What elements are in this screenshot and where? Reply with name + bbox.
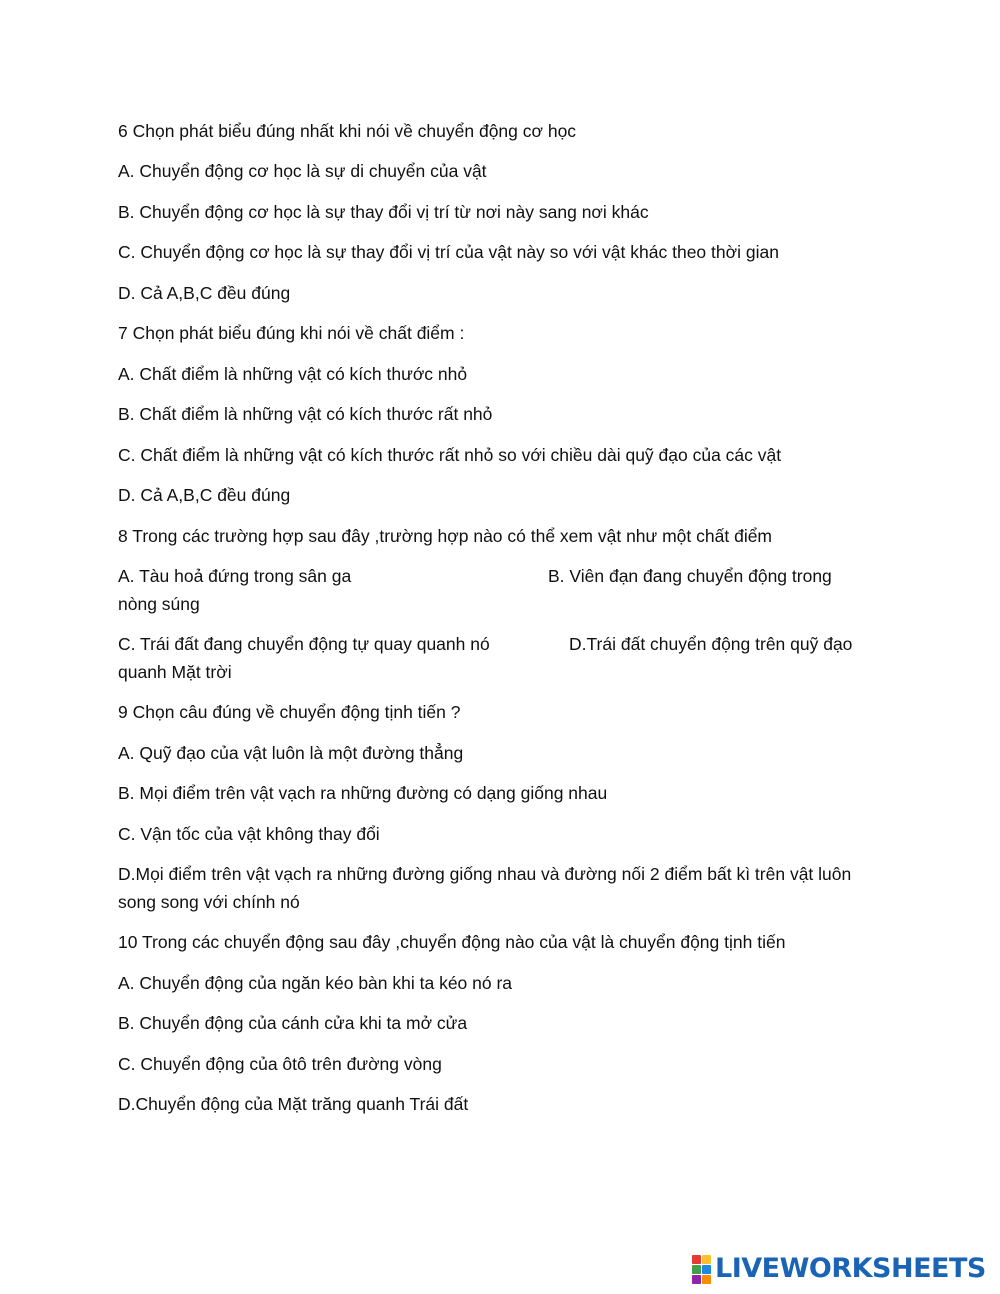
question-8-option-a: A. Tàu hoả đứng trong sân ga	[118, 566, 352, 586]
question-10-option-a: A. Chuyển động của ngăn kéo bàn khi ta kéo nó ra	[118, 973, 513, 993]
question-8-option-b-continued: nòng súng	[118, 594, 200, 614]
logo-block	[702, 1255, 711, 1264]
question-7-option-d: D. Cả A,B,C đều đúng	[118, 485, 291, 505]
question-10-option-b: B. Chuyển động của cánh cửa khi ta mở cửa	[118, 1013, 468, 1033]
question-9-option-d-continued: song song với chính nó	[118, 892, 300, 912]
question-8-option-c: C. Trái đất đang chuyển động tự quay quanh nó	[118, 634, 490, 654]
question-7-option-a: A. Chất điểm là những vật có kích thước nhỏ	[118, 364, 468, 384]
question-9-prompt: 9 Chọn câu đúng về chuyển động tịnh tiến ?	[118, 702, 461, 722]
question-8-option-d-continued: quanh Mặt trời	[118, 662, 232, 682]
question-6-option-b: B. Chuyển động cơ học là sự thay đổi vị trí từ nơi này sang nơi khác	[118, 202, 649, 222]
question-9-option-a: A. Quỹ đạo của vật luôn là một đường thẳng	[118, 743, 464, 763]
liveworksheets-logo-icon	[692, 1255, 711, 1284]
question-10-option-d: D.Chuyển động của Mặt trăng quanh Trái đất	[118, 1094, 469, 1114]
logo-block	[692, 1275, 701, 1284]
logo-block	[702, 1275, 711, 1284]
question-7-option-b: B. Chất điểm là những vật có kích thước rất nhỏ	[118, 404, 493, 424]
question-8-prompt: 8 Trong các trường hợp sau đây ,trường hợp nào có thể xem vật như một chất điểm	[118, 526, 773, 546]
logo-block	[692, 1255, 701, 1264]
question-10-option-c: C. Chuyển động của ôtô trên đường vòng	[118, 1054, 442, 1074]
question-9-option-c: C. Vận tốc của vật không thay đổi	[118, 824, 380, 844]
question-10-prompt: 10 Trong các chuyển động sau đây ,chuyển động nào của vật là chuyển động tịnh tiến	[118, 932, 786, 952]
question-6-option-d: D. Cả A,B,C đều đúng	[118, 283, 291, 303]
logo-wordmark: LIVEWORKSHEETS	[715, 1253, 986, 1284]
liveworksheets-logo[interactable]	[692, 1254, 986, 1284]
question-9-option-d: D.Mọi điểm trên vật vạch ra những đường giống nhau và đường nối 2 điểm bất kì trên vật luôn	[118, 864, 852, 884]
question-8-option-b: B. Viên đạn đang chuyển động trong	[548, 566, 832, 586]
question-9-option-b: B. Mọi điểm trên vật vạch ra những đường có dạng giống nhau	[118, 783, 608, 803]
question-6-prompt: 6 Chọn phát biểu đúng nhất khi nói về chuyển động cơ học	[118, 121, 577, 141]
logo-block	[692, 1265, 701, 1274]
question-8-option-d: D.Trái đất chuyển động trên quỹ đạo	[569, 634, 853, 654]
question-7-option-c: C. Chất điểm là những vật có kích thước rất nhỏ so với chiều dài quỹ đạo của các vật	[118, 445, 782, 465]
logo-block	[702, 1265, 711, 1274]
question-6-option-c: C. Chuyển động cơ học là sự thay đổi vị trí của vật này so với vật khác theo thời gian	[118, 242, 779, 262]
question-6-option-a: A. Chuyển động cơ học là sự di chuyển của vật	[118, 161, 487, 181]
question-7-prompt: 7 Chọn phát biểu đúng khi nói về chất điểm :	[118, 323, 465, 343]
